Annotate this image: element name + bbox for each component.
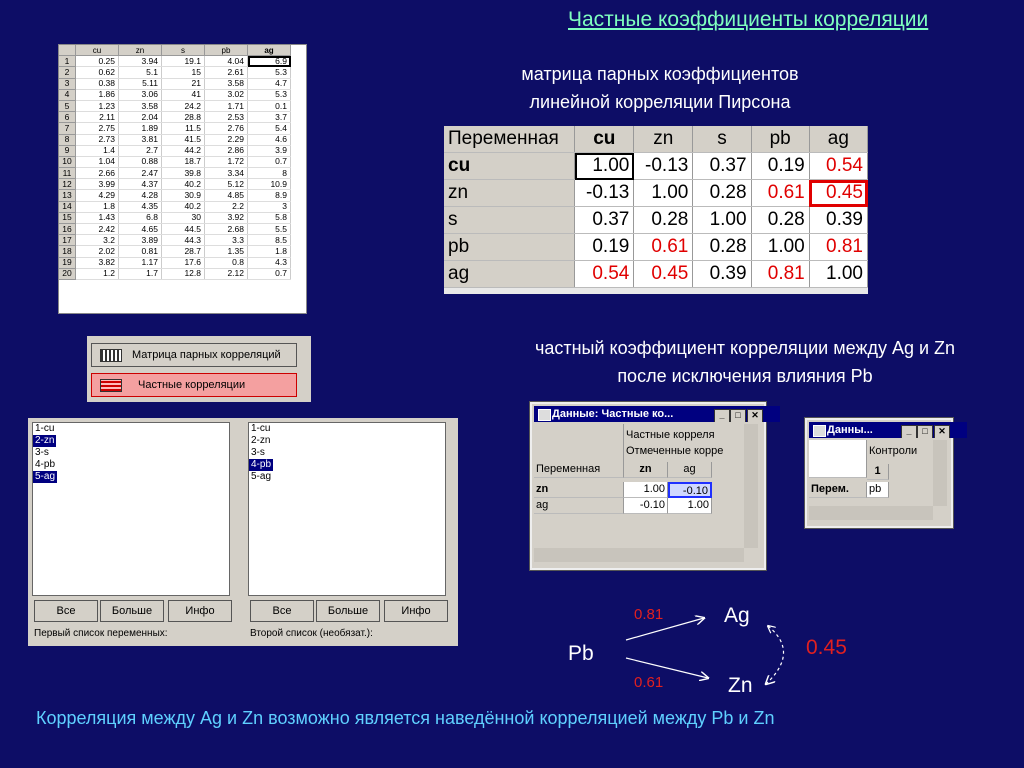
cell-ag-ag[interactable]: 1.00 [668,498,712,514]
col-ag: ag [668,462,712,478]
list-item[interactable]: 3-s [251,447,265,458]
sheet-row [59,190,291,201]
list-item[interactable]: 4-pb [35,459,56,470]
corner-cell [59,45,76,56]
corr-col-header[interactable]: ag [809,126,867,153]
sheet-cell[interactable]: 0.1 [248,100,291,111]
sheet-cell[interactable]: 1.23 [76,100,119,111]
sheet-row [59,100,291,111]
second-all-button[interactable]: Все [250,600,314,622]
window-icon [538,409,551,421]
sheet-cell[interactable]: 4.3 [248,257,291,268]
sheet-cell[interactable]: 0.81 [119,246,162,257]
sheet-row [59,246,291,257]
sheet-cell[interactable]: 40.2 [162,201,205,212]
window2-vertical-scrollbar[interactable] [933,440,947,506]
sheet-row [59,168,291,179]
col-variable: Переменная [534,462,624,478]
row-number[interactable]: 13 [59,190,76,201]
pair-matrix-button[interactable] [91,343,297,367]
corr-row-header[interactable]: s [444,207,575,234]
sheet-cell[interactable]: 2.11 [76,112,119,123]
row-number[interactable]: 15 [59,212,76,223]
partial-caption-line1: частный коэффициент корреляции между Ag и Zn [534,338,956,358]
sheet-row [59,224,291,235]
control-variables-window[interactable] [805,418,953,528]
sheet-cell[interactable]: 3.06 [119,89,162,100]
corr-cell[interactable]: 0.54 [575,261,634,288]
diagram-ag-zn-value: 0.45 [806,636,847,659]
sheet-cell[interactable]: 4.85 [205,190,248,201]
row-number[interactable]: 18 [59,246,76,257]
sheet-cell[interactable]: 15 [162,67,205,78]
matrix-caption-line1: матрица парных коэффициентов [521,64,799,84]
sheet-row [59,56,291,67]
corr-cell[interactable]: 0.37 [575,207,634,234]
row-number[interactable]: 9 [59,145,76,156]
sheet-cell[interactable]: 19.1 [162,56,205,67]
conclusion-text: Корреляция между Ag и Zn возможно является наведённой корреляцией между Pb и Zn [36,708,775,728]
sheet-cell[interactable]: 8 [248,168,291,179]
sheet-cell[interactable]: 2.7 [119,145,162,156]
sheet-cell[interactable]: 1.35 [205,246,248,257]
corr-col-header[interactable]: zn [634,126,693,153]
sheet-row [59,67,291,78]
sheet-cell[interactable]: 40.2 [162,179,205,190]
sheet-cell[interactable]: 5.3 [248,67,291,78]
corr-row [444,207,868,234]
sheet-cell[interactable]: 2.66 [76,168,119,179]
sheet-cell[interactable]: 4.65 [119,224,162,235]
sheet-col-header[interactable]: zn [119,45,162,56]
sheet-cell[interactable]: 4.28 [119,190,162,201]
row-number[interactable]: 14 [59,201,76,212]
corr-cell[interactable]: -0.13 [634,153,693,180]
sheet-col-header[interactable]: ag [248,45,291,56]
data-spreadsheet[interactable] [58,44,307,314]
second-more-button[interactable]: Больше [316,600,380,622]
sheet-cell[interactable]: 28.8 [162,112,205,123]
sheet-cell[interactable]: 1.86 [76,89,119,100]
sheet-cell[interactable]: 2.2 [205,201,248,212]
sheet-cell[interactable]: 5.5 [248,224,291,235]
sheet-cell[interactable]: 0.38 [76,78,119,89]
cell-zn-zn[interactable]: 1.00 [624,482,668,498]
sheet-row [59,179,291,190]
corr-row [444,153,868,180]
sheet-cell[interactable]: 2.02 [76,246,119,257]
window2-title: Данны... [827,424,873,436]
sheet-cell[interactable]: 2.73 [76,134,119,145]
window-title-bar[interactable] [534,406,780,422]
sheet-cell[interactable]: 44.5 [162,224,205,235]
row-number[interactable]: 4 [59,89,76,100]
sheet-cell[interactable]: 2.86 [205,145,248,156]
sheet-cell[interactable]: 5.11 [119,78,162,89]
sheet-cell[interactable]: 3.94 [119,56,162,67]
corr-cell[interactable]: -0.13 [575,180,634,207]
corr-cell[interactable]: 0.28 [634,207,693,234]
corr-cell[interactable]: 0.28 [693,180,751,207]
sheet-cell[interactable]: 1.04 [76,156,119,167]
matrix-icon [100,349,122,362]
minimize-button[interactable]: _ [714,409,730,422]
corr-cell[interactable]: 0.37 [693,153,751,180]
sheet-cell[interactable]: 2.53 [205,112,248,123]
correlation-matrix[interactable] [444,126,868,294]
sheet-cell[interactable]: 3.82 [76,257,119,268]
sheet-row [59,123,291,134]
corr-cell[interactable]: 1.00 [575,153,634,180]
diagram-pb-zn-value: 0.61 [634,674,664,691]
matrix-caption-line2: линейной корреляции Пирсона [529,92,791,112]
sheet-cell[interactable]: 4.35 [119,201,162,212]
corr-cell[interactable]: 0.19 [751,153,809,180]
sheet-cell[interactable]: 1.8 [76,201,119,212]
spreadsheet-table [59,45,291,280]
sheet-col-header[interactable]: cu [76,45,119,56]
partial-header-1: Частные корреля [626,429,715,441]
sheet-cell[interactable]: 5.8 [248,212,291,223]
sheet-cell[interactable]: 3.7 [248,112,291,123]
arrow-ag-zn-down [766,626,784,684]
second-variable-list[interactable] [248,422,446,596]
row-number[interactable]: 2 [59,67,76,78]
control-col-number: 1 [867,464,889,480]
sheet-cell[interactable]: 2.68 [205,224,248,235]
sheet-cell[interactable]: 3.58 [205,78,248,89]
corr-cell[interactable]: 0.19 [575,234,634,261]
partial-correlations-window[interactable] [530,402,766,570]
window2-maximize-button[interactable]: □ [917,425,933,438]
sheet-cell[interactable]: 3.92 [205,212,248,223]
corr-row-header[interactable]: pb [444,234,575,261]
corr-cell[interactable]: 0.81 [751,261,809,288]
window2-horizontal-scrollbar[interactable] [809,506,933,520]
window2-close-button[interactable]: ✕ [934,425,950,438]
sheet-cell[interactable]: 2.61 [205,67,248,78]
sheet-cell[interactable]: 5.12 [205,179,248,190]
sheet-cell[interactable]: 18.7 [162,156,205,167]
sheet-cell[interactable]: 1.4 [76,145,119,156]
sheet-col-header[interactable]: pb [205,45,248,56]
corr-cell[interactable]: 1.00 [693,207,751,234]
sheet-cell[interactable]: 1.71 [205,100,248,111]
sheet-cell[interactable]: 2.76 [205,123,248,134]
sheet-cell[interactable]: 3.3 [205,235,248,246]
sheet-cell[interactable]: 1.7 [119,268,162,279]
row-number[interactable]: 1 [59,56,76,67]
correlation-table [444,126,868,288]
corr-cell[interactable]: 0.45 [809,180,867,207]
pair-matrix-label: Матрица парных корреляций [132,349,281,361]
sheet-row [59,268,291,279]
grid-icon [100,379,122,392]
first-variable-list[interactable] [32,422,230,596]
corr-row-header[interactable]: ag [444,261,575,288]
sheet-row [59,212,291,223]
list-item[interactable]: 5-ag [35,471,56,482]
corr-cell[interactable]: 0.28 [751,207,809,234]
sheet-cell[interactable]: 30 [162,212,205,223]
sheet-cell[interactable]: 3.9 [248,145,291,156]
row-number[interactable]: 16 [59,224,76,235]
sheet-cell[interactable]: 5.1 [119,67,162,78]
row-number[interactable]: 20 [59,268,76,279]
vertical-scrollbar[interactable] [744,424,758,548]
control-header: Контроли [869,445,918,457]
horizontal-scrollbar[interactable] [534,548,744,562]
diagram-pb-ag-value: 0.81 [634,606,664,623]
cell-zn-ag[interactable]: -0.10 [668,482,712,498]
corr-col-header[interactable]: s [693,126,751,153]
analysis-buttons-panel [87,336,311,402]
sheet-cell[interactable]: 1.8 [248,246,291,257]
corr-header-variable[interactable]: Переменная [444,126,575,153]
sheet-cell[interactable]: 2.42 [76,224,119,235]
control-row-label: Перем. [809,482,867,498]
partial-correlations-button[interactable] [91,373,297,397]
corr-cell[interactable]: 1.00 [751,234,809,261]
sheet-cell[interactable]: 3.58 [119,100,162,111]
row-zn-label: zn [534,482,624,498]
row-number[interactable]: 17 [59,235,76,246]
list-item[interactable]: 3-s [35,447,49,458]
sheet-cell[interactable]: 21 [162,78,205,89]
corr-cell[interactable]: 0.61 [751,180,809,207]
col-zn: zn [624,462,668,478]
partial-correlations-label: Частные корреляции [138,379,246,391]
sheet-cell[interactable]: 3.2 [76,235,119,246]
sheet-col-header[interactable]: s [162,45,205,56]
list-item[interactable]: 1-cu [251,423,271,434]
list-item[interactable]: 1-cu [35,423,55,434]
first-more-button[interactable]: Больше [100,600,164,622]
sheet-cell[interactable]: 0.7 [248,268,291,279]
sheet-cell[interactable]: 1.72 [205,156,248,167]
sheet-cell[interactable]: 4.6 [248,134,291,145]
cell-ag-zn[interactable]: -0.10 [624,498,668,514]
sheet-cell[interactable]: 1.43 [76,212,119,223]
sheet-cell[interactable]: 17.6 [162,257,205,268]
second-list-label: Второй список (необязат.): [250,628,373,639]
sheet-cell[interactable]: 1.17 [119,257,162,268]
sheet-cell[interactable]: 44.2 [162,145,205,156]
second-info-button[interactable]: Инфо [384,600,448,622]
sheet-cell[interactable]: 3.89 [119,235,162,246]
corr-cell[interactable]: 1.00 [809,261,867,288]
sheet-cell[interactable]: 39.8 [162,168,205,179]
row-number[interactable]: 7 [59,123,76,134]
sheet-cell[interactable]: 2.12 [205,268,248,279]
corr-col-header[interactable]: cu [575,126,634,153]
corr-cell[interactable]: 0.61 [634,234,693,261]
variable-lists-panel [28,418,458,646]
sheet-cell[interactable]: 4.04 [205,56,248,67]
corr-row [444,234,868,261]
window2-title-bar[interactable] [809,422,967,438]
corr-row-header[interactable]: zn [444,180,575,207]
sheet-row [59,89,291,100]
corr-cell[interactable]: 0.45 [634,261,693,288]
window-title: Данные: Частные ко... [552,408,674,420]
sheet-cell[interactable]: 12.8 [162,268,205,279]
first-all-button[interactable]: Все [34,600,98,622]
row-number[interactable]: 11 [59,168,76,179]
list-item[interactable]: 2-zn [35,435,55,446]
sheet-row [59,145,291,156]
sheet-cell[interactable]: 5.4 [248,123,291,134]
corr-cell[interactable]: 0.39 [809,207,867,234]
sheet-cell[interactable]: 4.7 [248,78,291,89]
sheet-row [59,257,291,268]
sheet-cell[interactable]: 2.04 [119,112,162,123]
sheet-cell[interactable]: 0.62 [76,67,119,78]
sheet-cell[interactable]: 4.29 [76,190,119,201]
sheet-row [59,201,291,212]
corr-col-header[interactable]: pb [751,126,809,153]
corr-cell[interactable]: 0.39 [693,261,751,288]
sheet-cell[interactable]: 2.29 [205,134,248,145]
diagram-zn-label: Zn [728,674,753,697]
first-info-button[interactable]: Инфо [168,600,232,622]
sheet-cell[interactable]: 1.89 [119,123,162,134]
maximize-button[interactable]: □ [730,409,746,422]
first-list-label: Первый список переменных: [34,628,168,639]
sheet-cell[interactable]: 3.34 [205,168,248,179]
sheet-cell[interactable]: 41.5 [162,134,205,145]
sheet-cell[interactable]: 4.37 [119,179,162,190]
sheet-cell[interactable]: 0.88 [119,156,162,167]
corr-row [444,261,868,288]
sheet-row [59,156,291,167]
sheet-cell[interactable]: 30.9 [162,190,205,201]
sheet-cell[interactable]: 0.8 [205,257,248,268]
sheet-cell[interactable]: 3.99 [76,179,119,190]
sheet-row [59,78,291,89]
corr-cell[interactable]: 1.00 [634,180,693,207]
list-item[interactable]: 2-zn [251,435,271,446]
partial-header-2: Отмеченные корре [626,445,724,457]
sheet-cell[interactable]: 11.5 [162,123,205,134]
list-item[interactable]: 4-pb [251,459,272,470]
sheet-cell[interactable]: 6.8 [119,212,162,223]
list-item[interactable]: 5-ag [251,471,272,482]
window2-icon [813,425,826,437]
row-ag-label: ag [534,498,624,514]
sheet-cell[interactable]: 0.25 [76,56,119,67]
corr-cell[interactable]: 0.28 [693,234,751,261]
sheet-cell[interactable]: 5.3 [248,89,291,100]
row-number[interactable]: 5 [59,100,76,111]
corr-row-header[interactable]: cu [444,153,575,180]
sheet-cell[interactable]: 0.7 [248,156,291,167]
sheet-cell[interactable]: 2.75 [76,123,119,134]
sheet-cell[interactable]: 6.9 [248,56,291,67]
sheet-cell[interactable]: 1.2 [76,268,119,279]
row-number[interactable]: 12 [59,179,76,190]
matrix-caption [450,60,870,116]
corr-row [444,180,868,207]
diagram-pb-label: Pb [568,642,594,665]
window2-minimize-button[interactable]: _ [901,425,917,438]
slide-title: Частные коэффициенты корреляции [568,8,929,31]
sheet-row [59,134,291,145]
corr-cell[interactable]: 0.54 [809,153,867,180]
diagram-ag-label: Ag [724,604,750,627]
row-number[interactable]: 8 [59,134,76,145]
partial-caption-line2: после исключения влияния Pb [617,366,873,386]
sheet-cell[interactable]: 41 [162,89,205,100]
sheet-cell[interactable]: 3 [248,201,291,212]
sheet-cell[interactable]: 8.9 [248,190,291,201]
sheet-row [59,112,291,123]
sheet-cell[interactable]: 3.81 [119,134,162,145]
row-number[interactable]: 19 [59,257,76,268]
sheet-row [59,235,291,246]
row-number[interactable]: 10 [59,156,76,167]
corr-cell[interactable]: 0.81 [809,234,867,261]
partial-caption [470,334,1020,390]
sheet-cell[interactable]: 3.02 [205,89,248,100]
sheet-cell[interactable]: 44.3 [162,235,205,246]
sheet-cell[interactable]: 2.47 [119,168,162,179]
control-value-cell[interactable]: pb [867,482,889,498]
close-button[interactable]: ✕ [747,409,763,422]
sheet-cell[interactable]: 8.5 [248,235,291,246]
sheet-cell[interactable]: 10.9 [248,179,291,190]
sheet-cell[interactable]: 28.7 [162,246,205,257]
row-number[interactable]: 6 [59,112,76,123]
sheet-cell[interactable]: 24.2 [162,100,205,111]
row-number[interactable]: 3 [59,78,76,89]
